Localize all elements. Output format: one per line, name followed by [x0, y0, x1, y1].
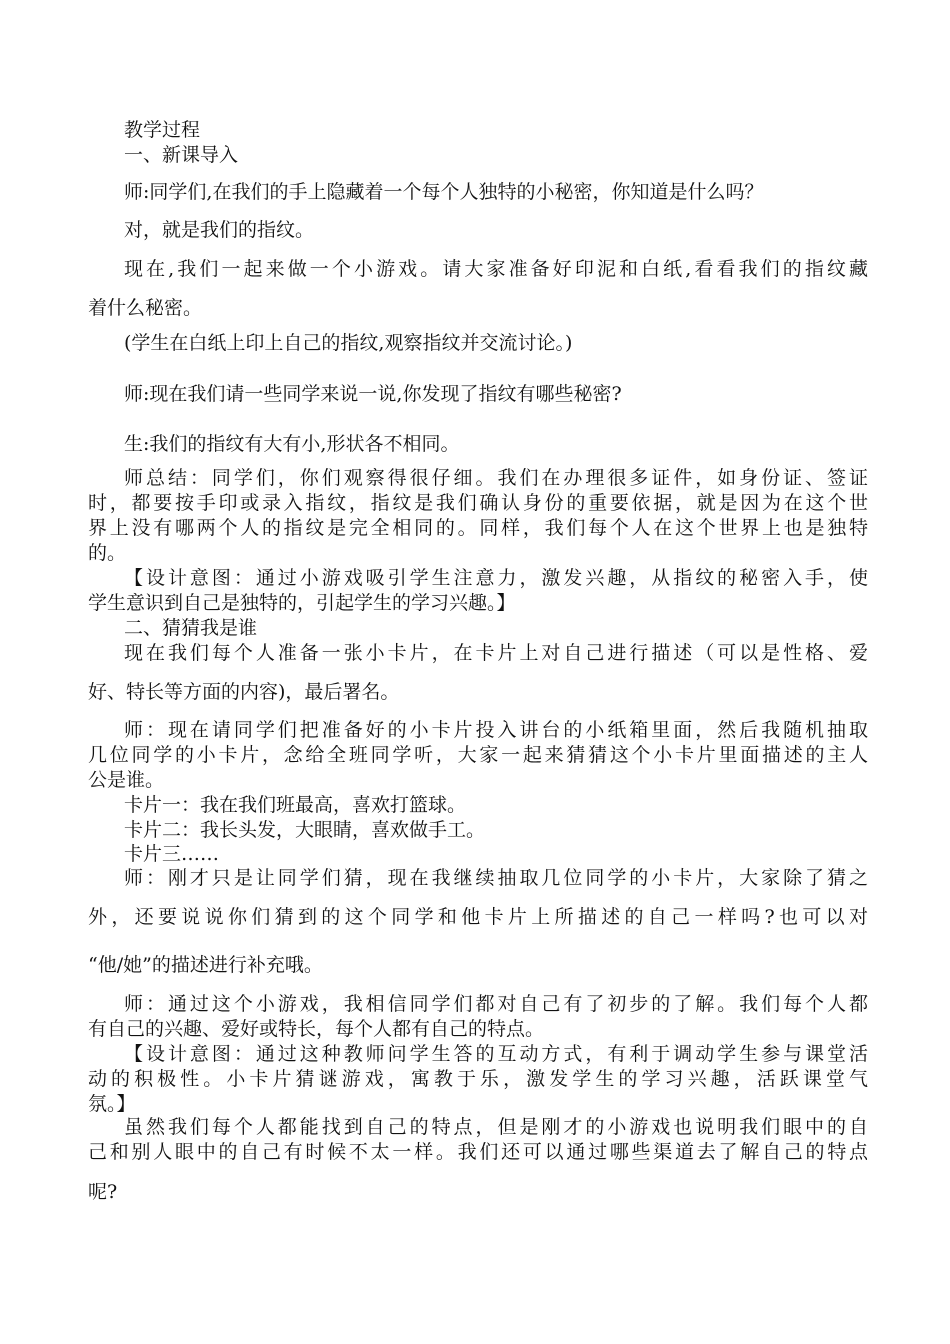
paragraph-line: 界上没有哪两个人的指纹是完全相同的。同样，我们每个人在这个世界上也是独特 [88, 517, 868, 539]
heading: 教学过程 [124, 119, 201, 141]
design-intent-line: 动的积极性。小卡片猜谜游戏，寓教于乐，激发学生的学习兴趣，活跃课堂气 [88, 1068, 868, 1090]
design-intent-line: 氛。】 [88, 1093, 136, 1115]
paragraph-line: 虽然我们每个人都能找到自己的特点，但是刚才的小游戏也说明我们眼中的自 [124, 1116, 868, 1138]
paragraph-line: 外，还要说说你们猜到的这个同学和他卡片上所描述的自己一样吗?也可以对 [88, 906, 868, 928]
paragraph-line: 几位同学的小卡片，念给全班同学听，大家一起来猜猜这个小卡片里面描述的主人 [88, 744, 868, 766]
paragraph-line: 师：通过这个小游戏，我相信同学们都对自己有了初步的了解。我们每个人都 [124, 993, 868, 1015]
paragraph: 师:同学们,在我们的手上隐藏着一个每个人独特的小秘密，你知道是什么吗？ [124, 181, 764, 203]
paragraph-line: 好、特长等方面的内容)，最后署名。 [88, 681, 400, 703]
paragraph-line: “他/她”的描述进行补充哦。 [88, 954, 323, 976]
paragraph-line: 现在,我们一起来做一个小游戏。请大家准备好印泥和白纸,看看我们的指纹藏 [124, 258, 868, 280]
paragraph-line: 公是谁。 [88, 769, 165, 791]
paragraph-line: 时，都要按手印或录入指纹，指纹是我们确认身份的重要依据，就是因为在这个世 [88, 492, 868, 514]
paragraph-line: 现在我们每个人准备一张小卡片，在卡片上对自己进行描述（可以是性格、爱 [124, 642, 868, 664]
paragraph-line: 的。 [88, 542, 127, 564]
card-item: 卡片一：我在我们班最高，喜欢打篮球。 [124, 794, 467, 816]
paragraph-line: 有自己的兴趣、爱好或特长，每个人都有自己的特点。 [88, 1018, 545, 1040]
paragraph: 对，就是我们的指纹。 [124, 219, 315, 241]
section-title-2: 二、猜猜我是谁 [124, 617, 258, 639]
paragraph-line: 己和别人眼中的自己有时候不太一样。我们还可以通过哪些渠道去了解自己的特点 [88, 1141, 868, 1163]
paragraph: (学生在白纸上印上自己的指纹,观察指纹并交流讨论。) [124, 332, 573, 354]
paragraph-line: 师：现在请同学们把准备好的小卡片投入讲台的小纸箱里面，然后我随机抽取 [124, 719, 868, 741]
design-intent-line: 【设计意图：通过小游戏吸引学生注意力，激发兴趣，从指纹的秘密入手，使 [124, 567, 868, 589]
paragraph-line: 师：刚才只是让同学们猜，现在我继续抽取几位同学的小卡片，大家除了猜之 [124, 867, 868, 889]
paragraph: 生:我们的指纹有大有小,形状各不相同。 [124, 433, 460, 455]
paragraph: 师:现在我们请一些同学来说一说,你发现了指纹有哪些秘密? [124, 383, 622, 405]
card-item: 卡片二：我长头发，大眼睛，喜欢做手工。 [124, 819, 486, 841]
card-item: 卡片三…… [124, 843, 220, 865]
paragraph-line: 师总结：同学们，你们观察得很仔细。我们在办理很多证件，如身份证、签证 [124, 467, 868, 489]
design-intent-line: 【设计意图：通过这种教师问学生答的互动方式，有利于调动学生参与课堂活 [124, 1043, 868, 1065]
design-intent-line: 学生意识到自己是独特的，引起学生的学习兴趣。】 [88, 592, 516, 614]
paragraph-line: 着什么秘密。 [88, 297, 203, 319]
section-title-1: 一、新课导入 [124, 144, 239, 166]
paragraph-line: 呢? [88, 1181, 118, 1203]
